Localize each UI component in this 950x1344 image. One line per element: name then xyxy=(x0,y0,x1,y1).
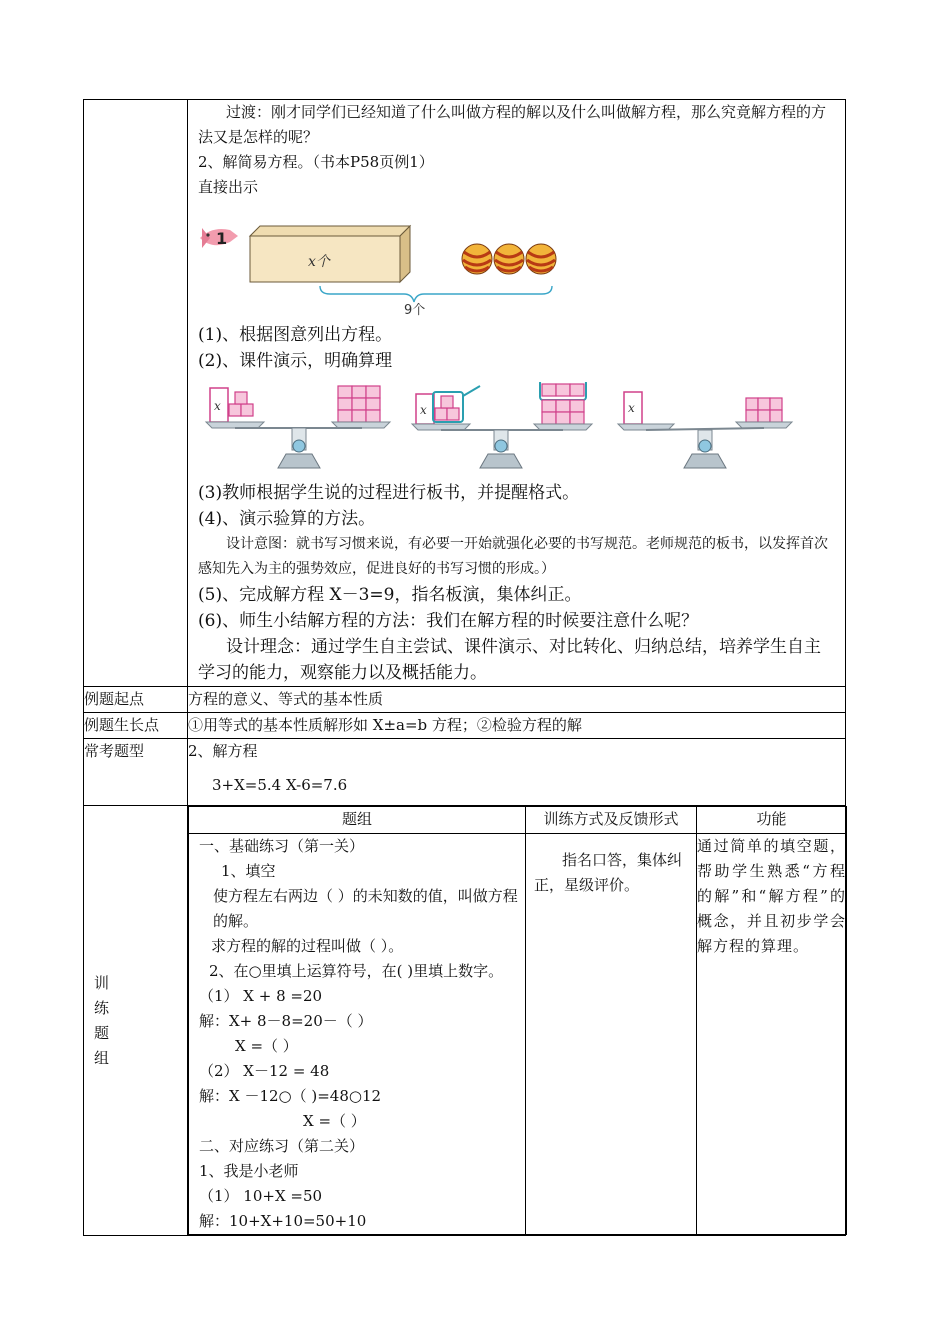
balance-scales-illustration xyxy=(202,382,796,476)
line-fill-q2: 求方程的解的过程叫做（ ）。 xyxy=(211,937,404,955)
line-eq1: （1） X + 8 =20 xyxy=(199,987,323,1005)
step2-title: 2、解简易方程。（书本P58页例1） xyxy=(198,153,434,171)
line-eq1-step: 解：X+ 8－8=20－（ ） xyxy=(199,1012,373,1030)
step5-text: (5)、完成解方程 X－3=9，指名板演，集体纠正。 xyxy=(198,585,582,605)
training-row xyxy=(84,806,846,1236)
box-and-balls-illustration xyxy=(198,204,590,316)
process-row xyxy=(84,100,846,687)
training-body-row xyxy=(189,834,847,1235)
line-eq2: （2） X－12 = 48 xyxy=(199,1062,330,1080)
line-eq2-step: 解：X －12○（ )=48○12 xyxy=(199,1087,382,1105)
total-label: 9个 xyxy=(404,303,426,316)
origin-label: 例题起点 xyxy=(84,687,188,713)
origin-row xyxy=(84,687,846,713)
common-line2: 3+X=5.4 X-6=7.6 xyxy=(212,776,348,794)
line-q2-title: 2、在○里填上运算符号，在( )里填上数字。 xyxy=(209,962,504,980)
transition-text: 过渡：刚才同学们已经知道了什么叫做方程的解以及什么叫做解方程，那么究竟解方程的方法又是怎样的呢？ xyxy=(198,103,827,146)
x-box-icon xyxy=(250,226,410,282)
line-eq3: （1） 10+X =50 xyxy=(199,1187,323,1205)
header-function: 功能 xyxy=(697,807,847,834)
balls-icon xyxy=(462,244,556,274)
origin-text: 方程的意义、等式的基本性质 xyxy=(188,687,846,713)
training-content-cell xyxy=(188,806,846,1236)
line-eq2-answer: X =（ ） xyxy=(303,1112,366,1130)
growth-row xyxy=(84,713,846,739)
line-eq3-step: 解：10+X+10=50+10 xyxy=(199,1212,367,1230)
step1-text: (1)、根据图意列出方程。 xyxy=(198,325,393,345)
lesson-plan-table xyxy=(83,99,846,1236)
process-content-cell xyxy=(188,100,846,687)
training-subtable xyxy=(188,806,847,1235)
svg-text:x: x xyxy=(628,401,635,415)
balance-scale-icon-1 xyxy=(206,386,390,468)
line-fill-q1: 使方程左右两边（ ）的未知数的值，叫做方程的解。 xyxy=(213,887,518,930)
badge-number: 1 xyxy=(216,229,228,248)
line-basic-title: 一、基础练习（第一关） xyxy=(199,837,365,855)
method-cell: 指名口答，集体纠正，星级评价。 xyxy=(526,834,697,1235)
growth-label: 例题生长点 xyxy=(84,713,188,739)
header-group: 题组 xyxy=(189,807,526,834)
design-idea-text: 设计理念：通过学生自主尝试、课件演示、对比转化、归纳总结，培养学生自主学习的能力，观察能力以及概括能力。 xyxy=(198,637,821,683)
balance-scale-icon-2 xyxy=(412,382,592,468)
example-figure-boxes xyxy=(198,204,590,316)
training-label: 训 练 题 组 xyxy=(94,973,110,1067)
brace-icon xyxy=(320,286,552,302)
line-little-teacher: 1、我是小老师 xyxy=(199,1162,299,1180)
common-cell xyxy=(188,739,846,806)
svg-text:x: x xyxy=(214,399,221,413)
process-label-cell xyxy=(84,100,188,687)
step3-text: (3)教师根据学生说的过程进行板书，并提醒格式。 xyxy=(198,483,580,503)
line-fill: 1、填空 xyxy=(221,862,276,880)
common-label: 常考题型 xyxy=(84,739,188,806)
fish-badge-icon xyxy=(200,228,238,248)
growth-text: ①用等式的基本性质解形如 X±a=b 方程；②检验方程的解 xyxy=(188,713,846,739)
common-line1: 2、解方程 xyxy=(188,742,258,760)
step4-text: (4)、演示验算的方法。 xyxy=(198,509,376,529)
line-eq1-answer: X =（ ） xyxy=(235,1037,298,1055)
svg-text:x: x xyxy=(420,403,427,417)
training-label-cell xyxy=(84,806,188,1236)
step2-text: (2)、课件演示，明确算理 xyxy=(198,351,393,371)
design-intent-text: 设计意图：就书写习惯来说，有必要一开始就强化必要的书写规范。老师规范的板书，以发挥首次感知先入为主的强势效应，促进良好的书写习惯的形成。） xyxy=(198,536,828,577)
line-corresponding-title: 二、对应练习（第二关） xyxy=(199,1137,365,1155)
group-cell xyxy=(189,834,526,1235)
header-method: 训练方式及反馈形式 xyxy=(526,807,697,834)
balance-scale-icon-3 xyxy=(618,392,792,468)
training-header-row xyxy=(189,807,847,834)
common-row xyxy=(84,739,846,806)
function-cell: 通过简单的填空题，帮助学生熟悉“方程的解”和“解方程”的概念，并且初步学会解方程的算理。 xyxy=(697,834,847,1235)
box-label: x个 xyxy=(308,254,330,270)
balance-figures xyxy=(202,382,796,476)
step6-text: (6)、师生小结解方程的方法：我们在解方程的时候要注意什么呢？ xyxy=(198,611,699,631)
direct-show-text: 直接出示 xyxy=(198,178,259,196)
